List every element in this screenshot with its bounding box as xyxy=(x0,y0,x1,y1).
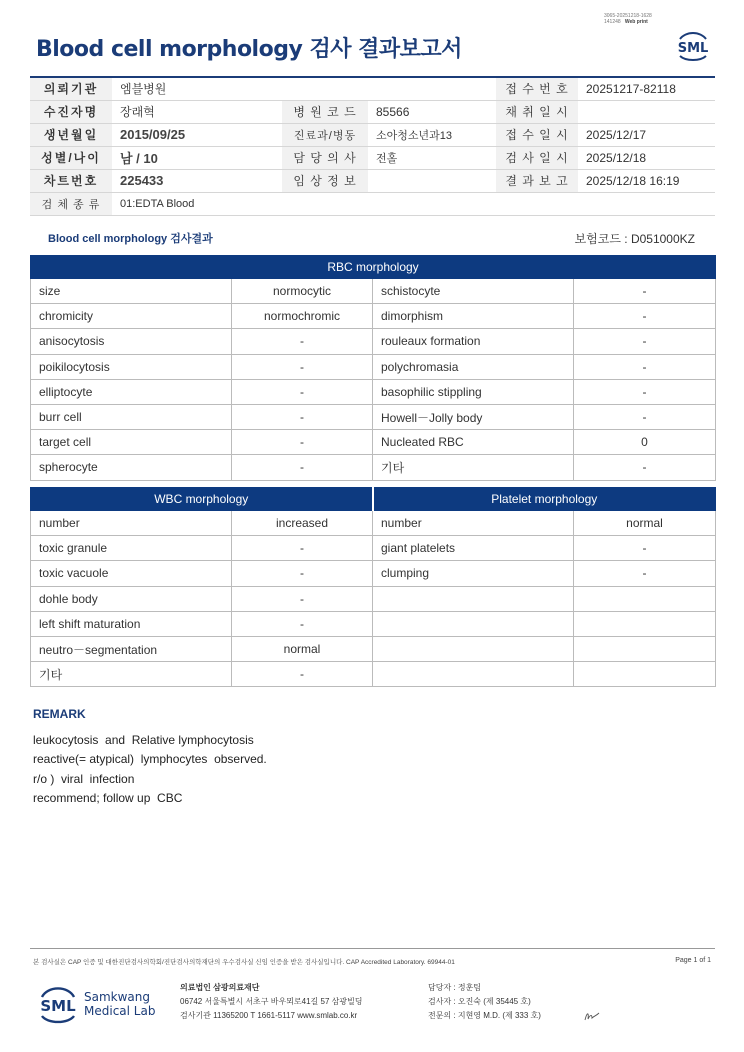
physician-label: 담 당 의 사 xyxy=(282,146,368,169)
wbc-plt-result xyxy=(574,636,716,661)
wbc-plt-item: dohle body xyxy=(31,586,232,611)
wbc-plt-result: increased xyxy=(232,511,373,536)
rbc-row xyxy=(31,404,716,429)
wbc-plt-row xyxy=(31,586,716,611)
wbc-plt-row xyxy=(31,611,716,636)
report-title: Blood cell morphology 검사 결과보고서 xyxy=(36,37,462,62)
rbc-row xyxy=(31,354,716,379)
rbc-item: polychromasia xyxy=(373,354,574,379)
wbc-plt-row xyxy=(31,636,716,661)
requesting-institution-label: 의뢰기관 xyxy=(30,77,112,100)
patient-name-label: 수진자명 xyxy=(30,100,112,123)
rbc-item: anisocytosis xyxy=(31,329,232,354)
requesting-institution-value: 엠블병원 xyxy=(112,77,496,100)
rbc-result: - xyxy=(232,455,373,480)
wbc-plt-result: - xyxy=(232,611,373,636)
wbc-plt-row xyxy=(31,561,716,586)
wbc-plt-result: normal xyxy=(232,636,373,661)
wbc-plt-row xyxy=(31,662,716,687)
wbc-plt-item xyxy=(373,662,574,687)
svg-text:SML: SML xyxy=(677,41,709,56)
rbc-result: - xyxy=(574,304,716,329)
rbc-row xyxy=(31,455,716,480)
hospital-code-label: 병 원 코 드 xyxy=(282,100,368,123)
birth-date-value: 2015/09/25 xyxy=(112,123,282,146)
received-date-label: 접 수 일 시 xyxy=(496,123,578,146)
remark-line: r/o ) viral infection xyxy=(33,771,135,786)
collection-date-label: 채 취 일 시 xyxy=(496,100,578,123)
rbc-item: burr cell xyxy=(31,404,232,429)
document-id: 3065-20251218-1628 141248 Web print xyxy=(604,13,652,25)
remark-line: reactive(= atypical) lymphocytes observed. xyxy=(33,752,267,767)
wbc-platelet-morphology-table xyxy=(30,487,716,687)
foundation-contact: 검사기관 11365200 T 1661-5117 www.smlab.co.kr xyxy=(180,1011,358,1020)
wbc-plt-result: - xyxy=(574,536,716,561)
rbc-result: - xyxy=(574,404,716,429)
wbc-plt-item: toxic vacuole xyxy=(31,561,232,586)
rbc-result: - xyxy=(574,379,716,404)
signer-manager: 담당자 : 정훈팀 xyxy=(428,983,482,992)
lab-name: Samkwang Medical Lab xyxy=(84,990,156,1018)
sex-age-label: 성별/나이 xyxy=(30,146,112,169)
rbc-item: basophilic stippling xyxy=(373,379,574,404)
rbc-row xyxy=(31,430,716,455)
wbc-plt-item: giant platelets xyxy=(373,536,574,561)
test-date-label: 검 사 일 시 xyxy=(496,146,578,169)
department-value: 소아청소년과13 xyxy=(368,123,496,146)
chart-number-label: 차트번호 xyxy=(30,169,112,192)
received-date-value: 2025/12/17 xyxy=(578,123,715,146)
rbc-result: - xyxy=(574,329,716,354)
wbc-plt-item: 기타 xyxy=(31,662,232,687)
wbc-plt-result: - xyxy=(232,662,373,687)
wbc-plt-result: - xyxy=(232,561,373,586)
accession-number-label: 접 수 번 호 xyxy=(496,77,578,100)
rbc-item: elliptocyte xyxy=(31,379,232,404)
rbc-table-header: RBC morphology xyxy=(31,256,716,279)
page-number: Page 1 of 1 xyxy=(675,957,711,964)
rbc-item: schistocyte xyxy=(373,279,574,304)
rbc-result: - xyxy=(232,404,373,429)
sml-logo-icon xyxy=(674,25,712,65)
wbc-plt-row xyxy=(31,536,716,561)
specimen-type-label: 검 체 종 류 xyxy=(30,192,112,215)
wbc-plt-item: clumping xyxy=(373,561,574,586)
clinical-info-label: 임 상 정 보 xyxy=(282,169,368,192)
patient-name-value: 장래혁 xyxy=(112,100,282,123)
insurance-code: 보험코드 : D051000KZ xyxy=(574,232,695,246)
foundation-address: 06742 서울특별시 서초구 바우뫼로41길 57 삼광빌딩 xyxy=(180,997,363,1006)
rbc-row xyxy=(31,329,716,354)
rbc-result: - xyxy=(232,379,373,404)
wbc-plt-item xyxy=(373,586,574,611)
physician-value: 전홀 xyxy=(368,146,496,169)
info-row xyxy=(30,169,715,192)
rbc-item: spherocyte xyxy=(31,455,232,480)
wbc-plt-item xyxy=(373,611,574,636)
wbc-plt-result: - xyxy=(232,586,373,611)
department-label: 진료과/병동 xyxy=(282,123,368,146)
wbc-plt-result xyxy=(574,662,716,687)
report-date-value: 2025/12/18 16:19 xyxy=(578,169,715,192)
rbc-result: - xyxy=(574,279,716,304)
remark-text xyxy=(33,731,267,808)
rbc-item: target cell xyxy=(31,430,232,455)
signer-tester: 검사자 : 오진숙 (제 35445 호) xyxy=(428,997,531,1006)
wbc-plt-row xyxy=(31,511,716,536)
platelet-table-header: Platelet morphology xyxy=(373,488,716,511)
wbc-plt-item: left shift maturation xyxy=(31,611,232,636)
rbc-item: Howell－Jolly body xyxy=(373,404,574,429)
rbc-result: - xyxy=(574,354,716,379)
info-row xyxy=(30,100,715,123)
signers-block xyxy=(428,981,541,1023)
wbc-plt-item: toxic granule xyxy=(31,536,232,561)
clinical-info-value xyxy=(368,169,496,192)
results-section-title: Blood cell morphology 검사결과 xyxy=(48,233,213,245)
wbc-plt-result xyxy=(574,611,716,636)
rbc-item: size xyxy=(31,279,232,304)
rbc-row xyxy=(31,304,716,329)
collection-date-value xyxy=(578,100,715,123)
info-row xyxy=(30,77,715,100)
foundation-info xyxy=(180,981,363,1023)
rbc-result: - xyxy=(232,354,373,379)
rbc-item: 기타 xyxy=(373,455,574,480)
birth-date-label: 생년월일 xyxy=(30,123,112,146)
signature-mark xyxy=(583,1010,601,1024)
wbc-plt-item: number xyxy=(373,511,574,536)
wbc-plt-item xyxy=(373,636,574,661)
wbc-plt-result: - xyxy=(574,561,716,586)
hospital-code-value: 85566 xyxy=(368,100,496,123)
wbc-plt-result xyxy=(574,586,716,611)
wbc-plt-result: - xyxy=(232,536,373,561)
wbc-table-header: WBC morphology xyxy=(31,488,373,511)
rbc-item: chromicity xyxy=(31,304,232,329)
wbc-plt-item: number xyxy=(31,511,232,536)
specimen-type-value: 01:EDTA Blood xyxy=(112,192,715,215)
rbc-morphology-table xyxy=(30,255,716,481)
rbc-result: normocytic xyxy=(232,279,373,304)
accession-number-value: 20251217-82118 xyxy=(578,77,715,100)
svg-text:SML: SML xyxy=(40,997,76,1015)
rbc-result: 0 xyxy=(574,430,716,455)
rbc-item: poikilocytosis xyxy=(31,354,232,379)
samkwang-logo-icon xyxy=(36,982,80,1026)
foundation-name: 의료법인 삼광의료재단 xyxy=(180,983,260,992)
info-row xyxy=(30,192,715,215)
rbc-item: dimorphism xyxy=(373,304,574,329)
info-row xyxy=(30,146,715,169)
rbc-result: - xyxy=(232,329,373,354)
patient-info-table xyxy=(30,76,715,216)
signer-specialist: 전문의 : 지현영 M.D. (제 333 호) xyxy=(428,1011,541,1020)
wbc-plt-result: normal xyxy=(574,511,716,536)
test-date-value: 2025/12/18 xyxy=(578,146,715,169)
report-date-label: 결 과 보 고 xyxy=(496,169,578,192)
rbc-result: - xyxy=(574,455,716,480)
rbc-result: - xyxy=(232,430,373,455)
wbc-plt-item: neutro－segmentation xyxy=(31,636,232,661)
rbc-item: Nucleated RBC xyxy=(373,430,574,455)
sex-age-value: 남 / 10 xyxy=(112,146,282,169)
footer-divider xyxy=(30,948,715,949)
rbc-item: rouleaux formation xyxy=(373,329,574,354)
remark-title: REMARK xyxy=(33,707,86,721)
info-row xyxy=(30,123,715,146)
rbc-row xyxy=(31,279,716,304)
rbc-row xyxy=(31,379,716,404)
remark-line: leukocytosis and Relative lymphocytosis xyxy=(33,733,254,747)
remark-line: recommend; follow up CBC xyxy=(33,790,183,805)
chart-number-value: 225433 xyxy=(112,169,282,192)
accreditation-note: 본 검사실은 CAP 인증 및 대한진단검사의학회/진단검사의학재단의 우수검사실 신임 인증을 받은 검사실입니다. CAP Accredited Laboratory. 69944-01 xyxy=(33,959,455,966)
rbc-result: normochromic xyxy=(232,304,373,329)
